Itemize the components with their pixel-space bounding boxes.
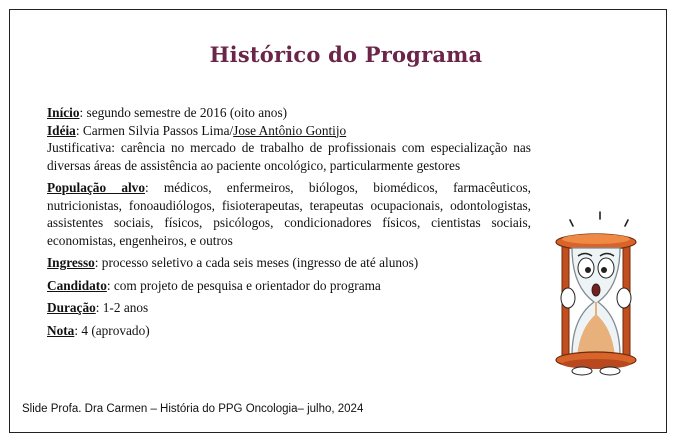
- start-value: : segundo semestre de 2016 (oito anos): [79, 105, 288, 120]
- program-history-text: [47, 104, 531, 339]
- idea-line: [47, 122, 531, 140]
- duration-value: : 1-2 anos: [95, 300, 149, 315]
- target-population-label: População alvo: [47, 180, 145, 195]
- admission-label: Ingresso: [47, 255, 95, 270]
- admission-line: [47, 254, 531, 272]
- target-population-line: [47, 179, 531, 249]
- page-title: Histórico do Programa: [209, 42, 483, 67]
- slide: [9, 9, 667, 433]
- idea-label: Idéia: [47, 122, 76, 138]
- hourglass-character-icon: [550, 206, 642, 376]
- start-label: Início: [47, 105, 80, 120]
- justification-text: Justificativa: carência no mercado de trabalho de profissionais com especialização nas diversas áreas de assistência ao paciente oncológico, particularmente gestores: [47, 140, 531, 173]
- grade-label: Nota: [47, 322, 75, 338]
- grade-line: [47, 322, 531, 340]
- target-population-value: : médicos, enfermeiros, biólogos, biomédicos, farmacêuticos, nutricionistas, fonoaudiólogos, fisioterapeutas, terapeutas ocupacionais, odontologistas, assistentes sociais, físicos, psicólogos, condicionadores físicos, cientistas sociais, economistas, engenheiros, e outros: [47, 180, 531, 248]
- grade-value: : 4 (aprovado): [74, 322, 150, 338]
- duration-label: Duração: [47, 300, 96, 315]
- footer-text: Slide Profa. Dra Carmen – História do PPG Oncologia– julho, 2024: [22, 403, 364, 415]
- candidate-line: [47, 277, 531, 295]
- candidate-label: Candidato: [47, 277, 107, 293]
- admission-value: : processo seletivo a cada seis meses (ingresso de até alunos): [94, 255, 419, 270]
- candidate-value: : com projeto de pesquisa e orientador do programa: [106, 277, 381, 293]
- idea-person-1: : Carmen Silvia Passos Lima/: [75, 122, 234, 138]
- idea-person-2: Jose Antônio Gontijo: [233, 122, 347, 138]
- start-line: [47, 104, 531, 122]
- duration-line: [47, 299, 531, 317]
